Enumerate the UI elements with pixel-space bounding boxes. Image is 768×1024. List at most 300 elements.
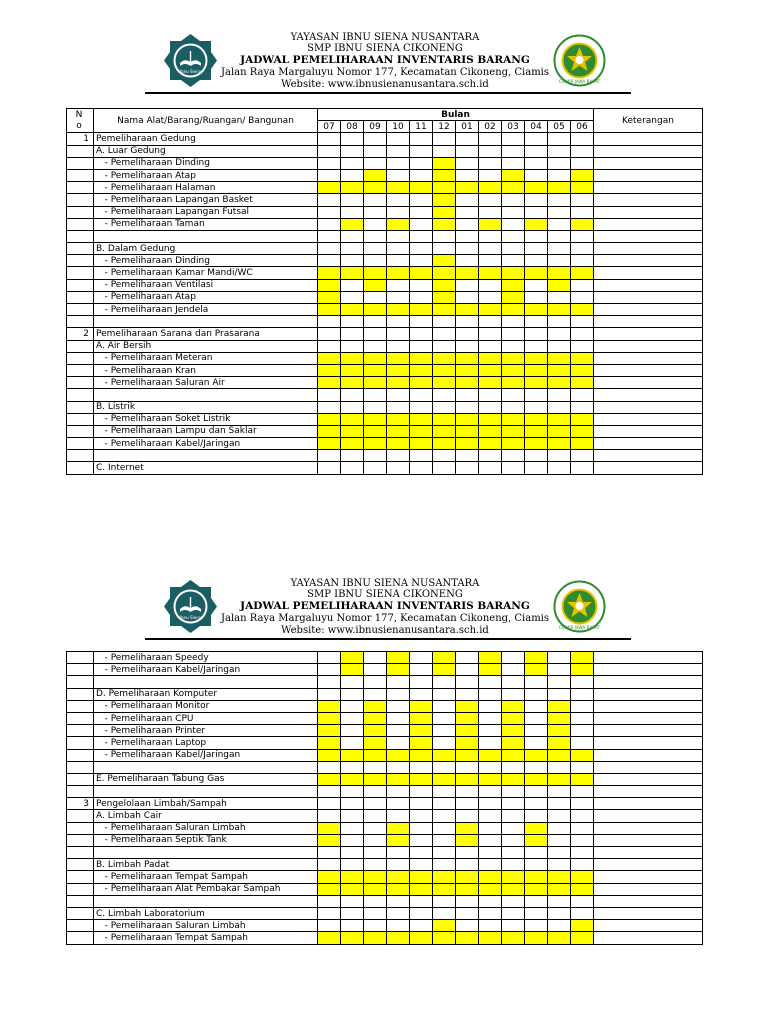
scheduled-month-cell	[341, 377, 364, 389]
month-cell	[341, 157, 364, 169]
month-cell	[341, 291, 364, 303]
scheduled-month-cell	[410, 871, 433, 883]
month-cell	[456, 450, 479, 462]
item-name: Pemeliharaan Sarana dan Prasarana	[94, 328, 318, 340]
month-cell	[433, 389, 456, 401]
scheduled-month-cell	[364, 352, 387, 364]
scheduled-month-cell	[479, 871, 502, 883]
month-cell	[502, 652, 525, 664]
scheduled-month-cell	[387, 822, 410, 834]
month-cell	[456, 169, 479, 181]
scheduled-month-cell	[502, 304, 525, 316]
month-cell	[364, 328, 387, 340]
page-1	[0, 28, 768, 488]
scheduled-month-cell	[502, 377, 525, 389]
remarks-cell	[594, 352, 703, 364]
scheduled-month-cell	[433, 304, 456, 316]
scheduled-month-cell	[502, 169, 525, 181]
month-cell	[318, 920, 341, 932]
month-cell	[318, 243, 341, 255]
scheduled-month-cell	[364, 737, 387, 749]
scheduled-month-cell	[525, 352, 548, 364]
scheduled-month-cell	[479, 652, 502, 664]
month-cell	[387, 255, 410, 267]
month-cell	[525, 761, 548, 773]
month-cell	[387, 688, 410, 700]
scheduled-month-cell	[364, 883, 387, 895]
scheduled-month-cell	[456, 773, 479, 785]
month-cell	[410, 450, 433, 462]
month-cell	[456, 676, 479, 688]
month-cell	[525, 907, 548, 919]
scheduled-month-cell	[364, 773, 387, 785]
month-cell	[456, 145, 479, 157]
month-cell	[364, 761, 387, 773]
scheduled-month-cell	[318, 883, 341, 895]
month-cell	[341, 895, 364, 907]
table-row	[67, 749, 703, 761]
item-name: - Pemeliharaan Printer	[94, 725, 318, 737]
month-cell	[341, 761, 364, 773]
month-cell	[502, 761, 525, 773]
left-logo-caption: Ibnu Siena	[179, 69, 202, 74]
scheduled-month-cell	[571, 267, 594, 279]
scheduled-month-cell	[571, 218, 594, 230]
month-cell	[456, 291, 479, 303]
table-row	[67, 907, 703, 919]
month-cell	[318, 255, 341, 267]
scheduled-month-cell	[341, 664, 364, 676]
item-name: E. Pemeliharaan Tabung Gas	[94, 773, 318, 785]
scheduled-month-cell	[318, 737, 341, 749]
month-cell	[318, 145, 341, 157]
scheduled-month-cell	[410, 413, 433, 425]
month-cell	[571, 206, 594, 218]
month-cell	[410, 243, 433, 255]
row-number	[67, 847, 94, 859]
scheduled-month-cell	[456, 267, 479, 279]
remarks-cell	[594, 907, 703, 919]
table-row	[67, 920, 703, 932]
scheduled-month-cell	[364, 700, 387, 712]
scheduled-month-cell	[387, 438, 410, 450]
month-cell	[387, 810, 410, 822]
scheduled-month-cell	[548, 712, 571, 724]
remarks-cell	[594, 279, 703, 291]
month-cell	[502, 218, 525, 230]
month-cell	[525, 737, 548, 749]
month-cell	[479, 798, 502, 810]
month-cell	[571, 712, 594, 724]
month-cell	[364, 822, 387, 834]
month-cell	[433, 847, 456, 859]
scheduled-month-cell	[387, 932, 410, 944]
table-row	[67, 340, 703, 352]
scheduled-month-cell	[433, 749, 456, 761]
month-cell	[341, 737, 364, 749]
month-header: 01	[456, 121, 479, 133]
month-cell	[364, 243, 387, 255]
month-cell	[433, 133, 456, 145]
month-cell	[479, 847, 502, 859]
table-row	[67, 425, 703, 437]
month-cell	[456, 255, 479, 267]
month-cell	[433, 725, 456, 737]
scheduled-month-cell	[571, 749, 594, 761]
scheduled-month-cell	[410, 425, 433, 437]
month-cell	[479, 786, 502, 798]
column-header-no	[67, 109, 94, 133]
month-cell	[318, 194, 341, 206]
scheduled-month-cell	[525, 218, 548, 230]
scheduled-month-cell	[456, 425, 479, 437]
scheduled-month-cell	[433, 871, 456, 883]
scheduled-month-cell	[525, 883, 548, 895]
scheduled-month-cell	[479, 883, 502, 895]
month-cell	[387, 676, 410, 688]
item-name: B. Dalam Gedung	[94, 243, 318, 255]
month-cell	[479, 230, 502, 242]
month-cell	[502, 401, 525, 413]
month-cell	[410, 133, 433, 145]
scheduled-month-cell	[479, 352, 502, 364]
month-cell	[502, 328, 525, 340]
month-cell	[571, 255, 594, 267]
school-website: Website: www.ibnusienanusantara.sch.id	[281, 79, 489, 90]
table-row	[67, 328, 703, 340]
remarks-cell	[594, 340, 703, 352]
month-cell	[525, 157, 548, 169]
month-cell	[548, 133, 571, 145]
month-cell	[433, 786, 456, 798]
month-cell	[548, 810, 571, 822]
month-cell	[387, 907, 410, 919]
scheduled-month-cell	[341, 267, 364, 279]
scheduled-month-cell	[479, 425, 502, 437]
month-cell	[341, 316, 364, 328]
scheduled-month-cell	[387, 871, 410, 883]
scheduled-month-cell	[571, 920, 594, 932]
month-cell	[525, 243, 548, 255]
row-number	[67, 700, 94, 712]
month-cell	[479, 907, 502, 919]
item-name: - Pemeliharaan Dinding	[94, 157, 318, 169]
scheduled-month-cell	[364, 267, 387, 279]
month-cell	[364, 316, 387, 328]
scheduled-month-cell	[318, 279, 341, 291]
month-cell	[410, 169, 433, 181]
scheduled-month-cell	[456, 749, 479, 761]
scheduled-month-cell	[502, 749, 525, 761]
row-number	[67, 425, 94, 437]
month-cell	[456, 664, 479, 676]
month-cell	[479, 389, 502, 401]
scheduled-month-cell	[525, 413, 548, 425]
table-row	[67, 462, 703, 474]
scheduled-month-cell	[341, 182, 364, 194]
scheduled-month-cell	[456, 725, 479, 737]
month-cell	[387, 737, 410, 749]
month-cell	[341, 255, 364, 267]
remarks-cell	[594, 920, 703, 932]
month-cell	[502, 847, 525, 859]
row-number	[67, 194, 94, 206]
item-name: - Pemeliharaan Lampu dan Saklar	[94, 425, 318, 437]
right-logo-caption: CIAMIS JAWA BARAT	[558, 625, 601, 630]
scheduled-month-cell	[410, 749, 433, 761]
month-cell	[548, 194, 571, 206]
item-name: Pengelolaan Limbah/Sampah	[94, 798, 318, 810]
scheduled-month-cell	[410, 182, 433, 194]
row-number	[67, 389, 94, 401]
document-title: JADWAL PEMELIHARAAN INVENTARIS BARANG	[240, 54, 530, 66]
month-cell	[410, 401, 433, 413]
month-cell	[548, 206, 571, 218]
scheduled-month-cell	[548, 364, 571, 376]
column-header-keterangan: Keterangan	[594, 109, 703, 133]
month-cell	[364, 157, 387, 169]
month-cell	[410, 676, 433, 688]
month-cell	[410, 255, 433, 267]
month-cell	[456, 761, 479, 773]
item-name: - Pemeliharaan Ventilasi	[94, 279, 318, 291]
month-cell	[525, 712, 548, 724]
remarks-cell	[594, 291, 703, 303]
remarks-cell	[594, 267, 703, 279]
scheduled-month-cell	[456, 182, 479, 194]
scheduled-month-cell	[410, 352, 433, 364]
month-cell	[410, 847, 433, 859]
table-row	[67, 194, 703, 206]
letterhead	[0, 28, 768, 102]
table-row	[67, 664, 703, 676]
column-header-bulan: Bulan	[318, 109, 594, 121]
remarks-cell	[594, 810, 703, 822]
remarks-cell	[594, 822, 703, 834]
month-cell	[479, 133, 502, 145]
table-row	[67, 401, 703, 413]
month-cell	[433, 907, 456, 919]
scheduled-month-cell	[525, 932, 548, 944]
row-number	[67, 340, 94, 352]
month-cell	[410, 859, 433, 871]
month-cell	[479, 725, 502, 737]
month-cell	[548, 291, 571, 303]
item-name: - Pemeliharaan Saluran Air	[94, 377, 318, 389]
month-cell	[479, 316, 502, 328]
scheduled-month-cell	[571, 364, 594, 376]
row-number	[67, 413, 94, 425]
month-cell	[548, 676, 571, 688]
month-cell	[341, 859, 364, 871]
scheduled-month-cell	[525, 664, 548, 676]
scheduled-month-cell	[433, 169, 456, 181]
month-cell	[364, 194, 387, 206]
scheduled-month-cell	[433, 364, 456, 376]
scheduled-month-cell	[571, 664, 594, 676]
scheduled-month-cell	[548, 773, 571, 785]
month-cell	[571, 725, 594, 737]
month-cell	[433, 798, 456, 810]
month-cell	[479, 255, 502, 267]
table-body	[67, 133, 703, 474]
scheduled-month-cell	[410, 712, 433, 724]
month-cell	[502, 822, 525, 834]
month-cell	[571, 895, 594, 907]
row-number	[67, 652, 94, 664]
scheduled-month-cell	[410, 364, 433, 376]
remarks-cell	[594, 883, 703, 895]
table-row	[67, 450, 703, 462]
item-name: - Pemeliharaan Saluran Limbah	[94, 822, 318, 834]
scheduled-month-cell	[364, 871, 387, 883]
scheduled-month-cell	[410, 737, 433, 749]
row-number: 3	[67, 798, 94, 810]
page-2	[0, 574, 768, 954]
month-cell	[410, 389, 433, 401]
month-cell	[433, 328, 456, 340]
month-cell	[410, 834, 433, 846]
table-row	[67, 389, 703, 401]
scheduled-month-cell	[571, 883, 594, 895]
month-cell	[433, 700, 456, 712]
remarks-cell	[594, 218, 703, 230]
row-number	[67, 834, 94, 846]
scheduled-month-cell	[548, 182, 571, 194]
month-header: 12	[433, 121, 456, 133]
scheduled-month-cell	[318, 712, 341, 724]
remarks-cell	[594, 871, 703, 883]
month-cell	[571, 389, 594, 401]
month-cell	[341, 676, 364, 688]
month-cell	[548, 895, 571, 907]
scheduled-month-cell	[410, 377, 433, 389]
remarks-cell	[594, 243, 703, 255]
school-address: Jalan Raya Margaluyu Nomor 177, Kecamatan Cikoneng, Ciamis	[220, 67, 550, 78]
month-cell	[387, 450, 410, 462]
month-cell	[318, 798, 341, 810]
month-cell	[525, 230, 548, 242]
month-cell	[433, 676, 456, 688]
scheduled-month-cell	[571, 304, 594, 316]
row-number	[67, 291, 94, 303]
month-cell	[410, 664, 433, 676]
scheduled-month-cell	[341, 218, 364, 230]
scheduled-month-cell	[364, 377, 387, 389]
month-cell	[548, 798, 571, 810]
header-rule	[145, 638, 631, 640]
scheduled-month-cell	[456, 822, 479, 834]
month-cell	[341, 712, 364, 724]
remarks-cell	[594, 194, 703, 206]
scheduled-month-cell	[502, 932, 525, 944]
scheduled-month-cell	[525, 425, 548, 437]
scheduled-month-cell	[433, 652, 456, 664]
month-cell	[548, 218, 571, 230]
scheduled-month-cell	[341, 438, 364, 450]
month-cell	[318, 847, 341, 859]
scheduled-month-cell	[456, 883, 479, 895]
remarks-cell	[594, 450, 703, 462]
scheduled-month-cell	[433, 438, 456, 450]
month-cell	[525, 291, 548, 303]
table-row	[67, 712, 703, 724]
month-cell	[525, 676, 548, 688]
month-cell	[525, 169, 548, 181]
scheduled-month-cell	[525, 267, 548, 279]
remarks-cell	[594, 761, 703, 773]
month-cell	[410, 786, 433, 798]
month-cell	[502, 859, 525, 871]
month-cell	[341, 907, 364, 919]
scheduled-month-cell	[410, 725, 433, 737]
month-cell	[341, 389, 364, 401]
month-cell	[479, 834, 502, 846]
month-cell	[387, 206, 410, 218]
month-cell	[364, 145, 387, 157]
month-cell	[318, 206, 341, 218]
scheduled-month-cell	[571, 352, 594, 364]
table-row	[67, 145, 703, 157]
item-name	[94, 676, 318, 688]
foundation-name: YAYASAN IBNU SIENA NUSANTARA	[290, 578, 480, 589]
scheduled-month-cell	[479, 182, 502, 194]
month-cell	[318, 157, 341, 169]
month-cell	[410, 761, 433, 773]
row-number	[67, 279, 94, 291]
scheduled-month-cell	[548, 413, 571, 425]
table-row	[67, 255, 703, 267]
month-cell	[525, 725, 548, 737]
month-cell	[525, 316, 548, 328]
item-name	[94, 761, 318, 773]
row-number	[67, 895, 94, 907]
scheduled-month-cell	[387, 352, 410, 364]
scheduled-month-cell	[318, 413, 341, 425]
month-cell	[525, 133, 548, 145]
month-cell	[341, 133, 364, 145]
month-cell	[548, 328, 571, 340]
school-logo-right	[553, 580, 606, 633]
month-cell	[548, 907, 571, 919]
remarks-cell	[594, 304, 703, 316]
month-cell	[364, 255, 387, 267]
school-website: Website: www.ibnusienanusantara.sch.id	[281, 625, 489, 636]
month-cell	[525, 255, 548, 267]
scheduled-month-cell	[525, 438, 548, 450]
month-cell	[548, 920, 571, 932]
month-cell	[387, 761, 410, 773]
table-row	[67, 834, 703, 846]
month-cell	[571, 279, 594, 291]
remarks-cell	[594, 688, 703, 700]
row-number	[67, 786, 94, 798]
month-cell	[387, 725, 410, 737]
scheduled-month-cell	[341, 932, 364, 944]
month-cell	[571, 822, 594, 834]
month-cell	[479, 450, 502, 462]
month-cell	[548, 230, 571, 242]
scheduled-month-cell	[318, 352, 341, 364]
scheduled-month-cell	[364, 364, 387, 376]
scheduled-month-cell	[433, 182, 456, 194]
item-name: B. Listrik	[94, 401, 318, 413]
month-cell	[433, 462, 456, 474]
month-cell	[456, 859, 479, 871]
scheduled-month-cell	[525, 822, 548, 834]
row-number: 2	[67, 328, 94, 340]
remarks-cell	[594, 425, 703, 437]
